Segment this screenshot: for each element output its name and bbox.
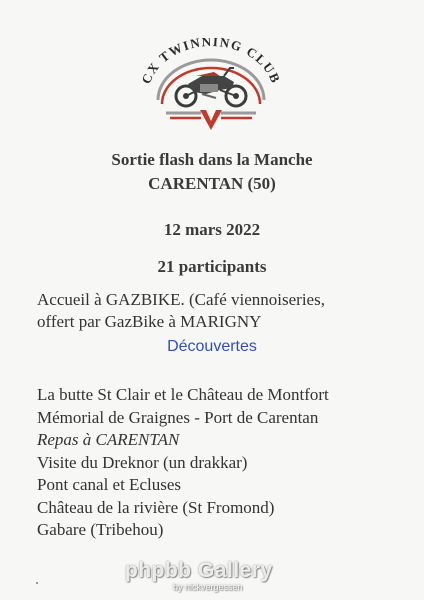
scan-dot [36,582,38,584]
list-item: Gabare (Tribehou) [37,520,164,539]
list-item: Château de la rivière (St Fromond) [37,497,275,517]
gallery-watermark [125,560,305,592]
list-item: Visite du Dreknor (un drakkar) [37,452,248,472]
discoveries-heading: Découvertes [167,338,257,355]
list-item: Repas à CARENTAN [37,430,180,449]
list-item: La butte St Clair et le Château de Montfort [37,385,329,404]
outing-location: CARENTAN (50) [148,174,276,193]
watermark-title: phpbb Gallery [125,559,273,582]
logo-arc-text: CX TWINNING CLUB [138,38,284,86]
participants-count: 21 participants [157,257,267,276]
discoveries-list [37,384,329,542]
list-item: Pont canal et Ecluses [37,475,181,494]
welcome-line-2: offert par GazBike à MARIGNY [37,312,262,331]
list-item: Mémorial de Graignes - Port de Carentan [37,407,319,427]
welcome-line-1: Accueil à GAZBIKE. (Café viennoiseries, [37,290,325,309]
welcome-text [37,289,325,333]
watermark-byline: by nickvergessen [173,582,243,592]
outing-title: Sortie flash dans la Manche [111,150,313,169]
club-logo [136,38,286,133]
outing-date: 12 mars 2022 [163,220,261,239]
